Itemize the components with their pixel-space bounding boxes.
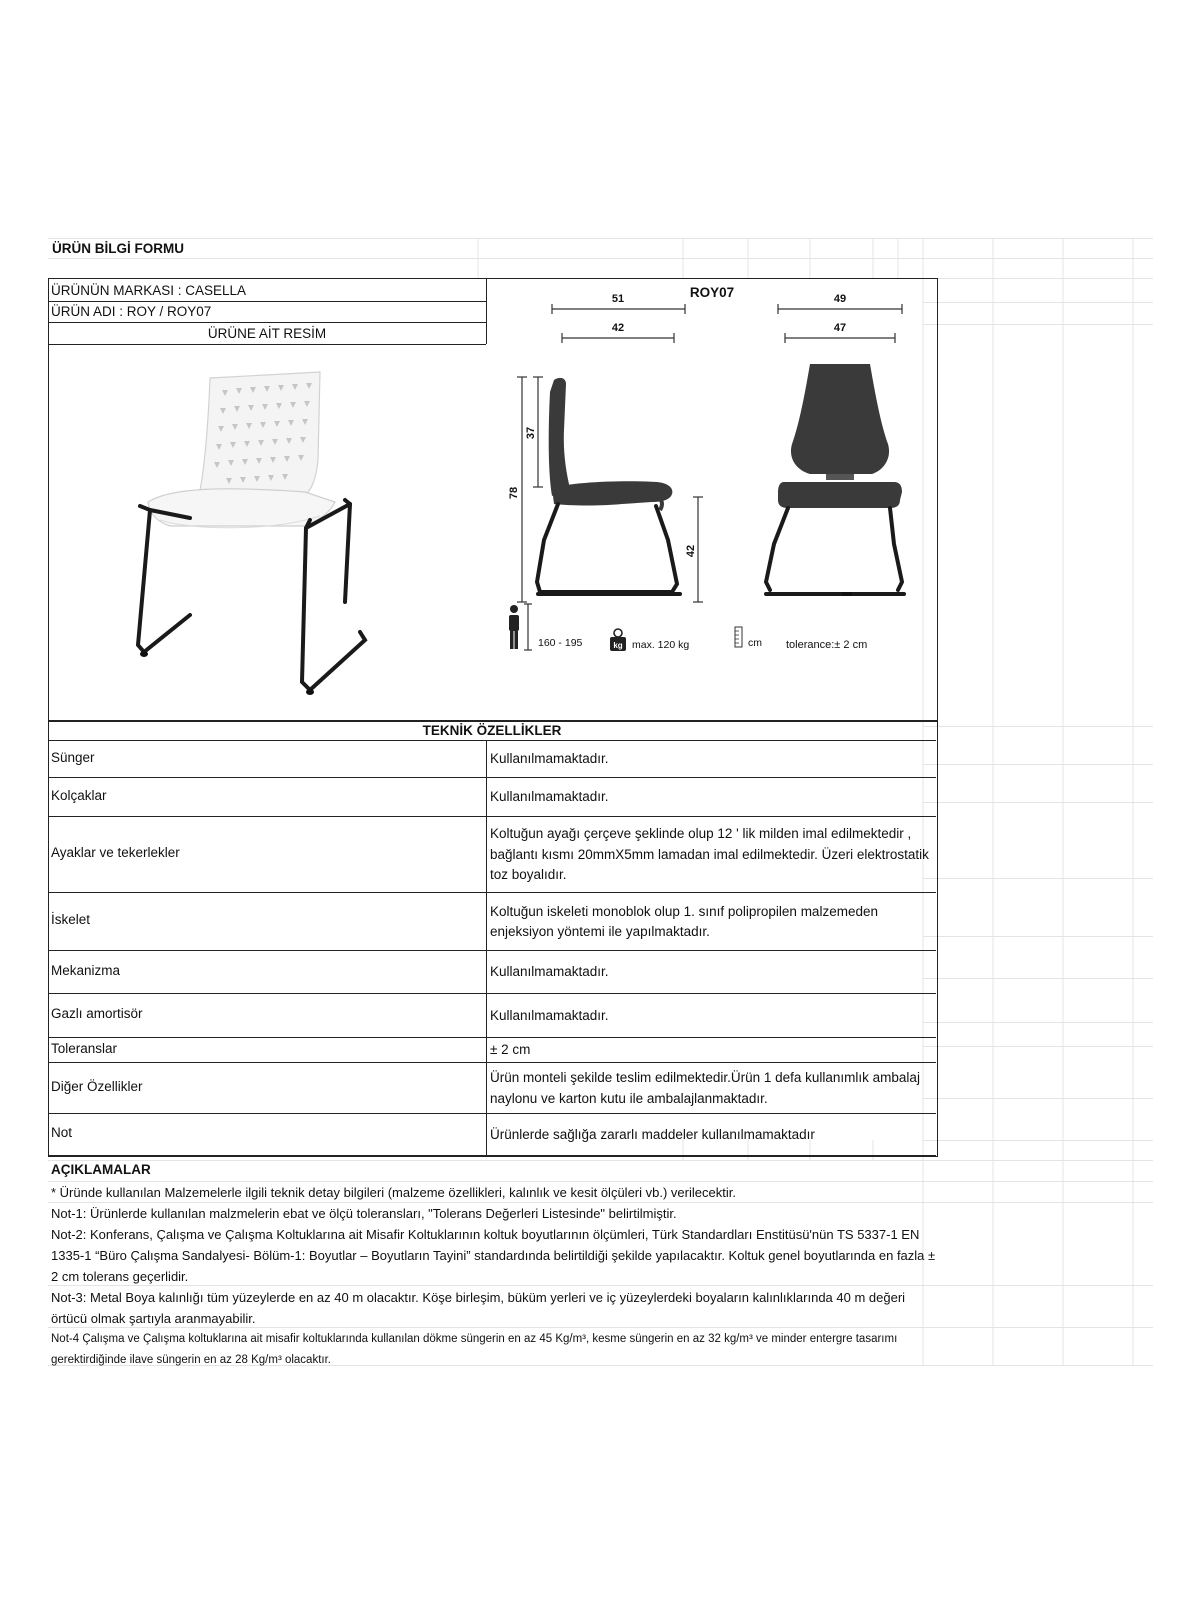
tolerance-label: tolerance:± 2 cm — [786, 639, 868, 651]
note-item: Not-3: Metal Boya kalınlığı tüm yüzeylerde en az 40 m olacaktır. Köşe birleşim, büküm yerleri ve iç yüzeylerdeki boyaların kalınlıklarında 40 m değeri örtücü olmak şartıyla aranmayabilir. — [51, 1290, 906, 1326]
spec-label: Mekanizma — [51, 962, 121, 978]
note-item: Not-2: Konferans, Çalışma ve Çalışma Koltuklarına ait Misafir Koltuklarının koltuk boyutlarının ölçümleri, Türk Standardları Enstitüsü'nün TS 5337-1 EN 1335-1 “Büro Çalışma Sandalyesi- Bölüm-1: Boyutlar – Boyutların Tayini” standardında belirtildiği şekilde yapılacaktır. Koltuk genel boyutlarında en fazla ± 2 cm tolerans geçerlidir. — [51, 1227, 936, 1284]
spec-value: Ürünlerde sağlığa zararlı maddeler kullanılmamaktadır — [490, 1126, 815, 1142]
dim-front-seat-width: 47 — [833, 322, 847, 334]
dim-side-top-width: 51 — [611, 293, 625, 305]
dim-seat-height: 42 — [685, 544, 697, 558]
model-label: ROY07 — [689, 285, 735, 300]
note-item: Not-4 Çalışma ve Çalışma koltuklarına ait misafir koltuklarında kullanılan dökme süngerin en az 45 Kg/m³, kesme süngerin en az 32 kg/m³ ve minder entergre tasarımı gerektirdiğinde ilave süngerin en az 28 Kg/m³ olacaktır. — [51, 1333, 898, 1366]
side-view-chair — [537, 378, 680, 594]
spec-label: Kolçaklar — [51, 787, 107, 803]
dimension-diagram — [492, 282, 932, 682]
spec-value: Koltuğun iskeleti monoblok olup 1. sınıf polipropilen malzemeden enjeksiyon yöntemi ile yapılmaktadır. — [490, 903, 878, 939]
note-item: Not-1: Ürünlerde kullanılan malzmelerin ebat ve ölçü toleransları, "Tolerans Değerleri Listesinde" belirtilmiştir. — [51, 1206, 677, 1221]
brand-field: ÜRÜNÜN MARKASI : CASELLA — [51, 283, 247, 298]
spec-label: Diğer Özellikler — [51, 1078, 143, 1094]
max-weight: max. 120 kg — [632, 639, 690, 651]
name-row-line — [48, 322, 486, 323]
specs-title: TEKNİK ÖZELLİKLER — [422, 723, 562, 738]
spec-label: Toleranslar — [51, 1040, 118, 1056]
weight-icon-label: kg — [613, 641, 623, 650]
spec-value: Koltuğun ayağı çerçeve şeklinde olup 12 ' lik milden imal edilmektedir , bağlantı kısmı 20mmX5mm lamadan imal edilmektedir. Üzeri elektrostatik toz boyalıdır. — [490, 826, 929, 883]
spec-label: İskelet — [51, 912, 91, 927]
dim-total-height: 78 — [508, 486, 520, 500]
spec-value: Ürün monteli şekilde teslim edilmektedir.Ürün 1 defa kullanımlık ambalaj naylonu ve karton kutu ile ambalajlanmaktadır. — [490, 1070, 920, 1106]
caption-row-line — [48, 344, 486, 345]
note-item: * Üründe kullanılan Malzemelerle ilgili teknik detay bilgileri (malzeme özellikleri, kalınlık ve kesit ölçüleri vb.) verilecektir. — [51, 1185, 736, 1200]
spec-label: Gazlı amortisör — [51, 1006, 143, 1021]
front-view-chair — [766, 364, 904, 596]
unit-label: cm — [748, 637, 762, 649]
spec-value: ± 2 cm — [490, 1042, 531, 1058]
spec-value: Kullanılmamaktadır. — [490, 964, 609, 980]
dim-side-seat-width: 42 — [611, 322, 625, 334]
weight-icon — [610, 629, 626, 651]
spec-label: Ayaklar ve tekerlekler — [51, 845, 180, 860]
header-divider — [486, 278, 487, 344]
specs-column-divider — [486, 740, 487, 1155]
spec-label: Not — [51, 1125, 73, 1140]
spec-label: Sünger — [51, 749, 95, 765]
user-height-range: 160 - 195 — [538, 637, 583, 649]
dim-front-top-width: 49 — [833, 293, 847, 305]
product-name-field: ÜRÜN ADI : ROY / ROY07 — [51, 304, 212, 319]
specs-frame — [48, 720, 938, 1157]
dim-back-height: 37 — [525, 426, 537, 440]
spec-value: Kullanılmamaktadır. — [490, 1007, 609, 1023]
ruler-icon — [735, 627, 742, 647]
person-icon — [509, 605, 519, 649]
spec-value: Kullanılmamaktadır. — [490, 789, 609, 805]
notes-list — [51, 1182, 941, 1371]
notes-title: AÇIKLAMALAR — [51, 1162, 151, 1177]
spec-value: Kullanılmamaktadır. — [490, 751, 609, 767]
image-caption: ÜRÜNE AİT RESİM — [207, 326, 327, 341]
form-title: ÜRÜN BİLGİ FORMU — [52, 241, 184, 256]
product-photo — [130, 370, 390, 705]
